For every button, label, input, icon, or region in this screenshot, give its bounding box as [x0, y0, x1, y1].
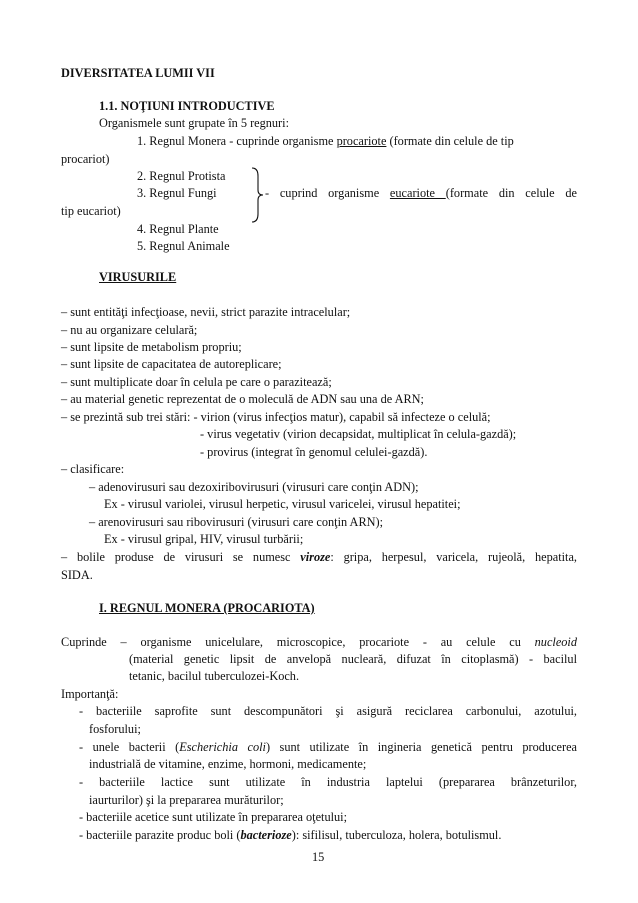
bacterioze-term: bacterioze	[240, 828, 292, 842]
virus-line-4: – sunt lipsite de capacitatea de autoreplicare;	[61, 357, 282, 371]
virus-line-7: – se prezintă sub trei stări: - virion (virus infecţios matur), capabil să infecteze o celulă;	[61, 410, 491, 424]
kingdom-monera-cont: procariot)	[61, 152, 110, 166]
importance-item-1-cont: fosforului;	[89, 722, 141, 736]
kingdom-monera-line: 1. Regnul Monera - cuprinde organisme procariote (formate din celule de tip	[137, 134, 514, 148]
kingdom-animale: 5. Regnul Animale	[137, 239, 230, 253]
virus-line-16: SIDA.	[61, 568, 93, 582]
monera-line-2: (material genetic lipsit de anvelopă nucleară, difuzat în citoplasmă) - bacilul	[129, 652, 577, 666]
monera-line-3: tetanic, bacilul tuberculozei-Koch.	[129, 669, 300, 683]
escherichia-term: Escherichia coli	[179, 740, 266, 754]
eukaryote-note-cont: tip eucariot)	[61, 204, 121, 218]
virus-line-10: – clasificare:	[61, 462, 125, 476]
virus-line-14: Ex - virusul gripal, HIV, virusul turbării;	[104, 532, 304, 546]
curly-brace-icon	[250, 166, 264, 224]
importance-item-4: - bacteriile acetice sunt utilizate în prepararea oţetului;	[79, 810, 348, 824]
nucleoid-term: nucleoid	[534, 635, 577, 649]
importance-item-2-cont: industrială de vitamine, enzime, hormoni, medicamente;	[89, 757, 367, 771]
intro-lead: Organismele sunt grupate în 5 regnuri:	[99, 116, 289, 130]
virus-line-1: – sunt entităţi infecţioase, nevii, strict parazite intracelular;	[61, 305, 351, 319]
virus-line-11: – adenovirusuri sau dezoxiribovirusuri (virusuri care conţin ADN);	[89, 480, 419, 494]
importance-item-3-cont: iaurturilor) şi la prepararea murăturilor;	[89, 793, 284, 807]
viroze-term: viroze	[300, 550, 331, 564]
importance-item-3: - bacteriile lactice sunt utilizate în industria laptelui (prepararea brânzeturilor,	[79, 775, 577, 789]
virus-line-15: – bolile produse de virusuri se numesc viroze: gripa, herpesul, varicela, rujeolă, hepatita,	[61, 550, 577, 564]
importance-item-5: - bacteriile parazite produc boli (bacterioze): sifilisul, tuberculoza, holera, botulismul.	[79, 828, 502, 842]
virus-line-13: – arenovirusuri sau ribovirusuri (virusuri care conţin ARN);	[89, 515, 384, 529]
kingdom-fungi: 3. Regnul Fungi	[137, 186, 217, 200]
section-heading-monera: I. REGNUL MONERA (PROCARIOTA)	[99, 601, 315, 615]
page-number: 15	[312, 850, 325, 864]
virus-line-5: – sunt multiplicate doar în celula pe care o parazitează;	[61, 375, 332, 389]
eukaryote-note: - cuprind organisme eucariote (formate din celule de	[265, 186, 577, 200]
eucariote-term: eucariote	[389, 186, 446, 200]
monera-line-1: Cuprinde – organisme unicelulare, microscopice, procariote - au celule cu nucleoid	[61, 635, 577, 649]
importance-label: Importanţă:	[61, 687, 119, 701]
virus-line-3: – sunt lipsite de metabolism propriu;	[61, 340, 242, 354]
virus-line-12: Ex - virusul variolei, virusul herpetic, virusul varicelei, virusul hepatitei;	[104, 497, 461, 511]
virus-line-8: - virus vegetativ (virion decapsidat, multiplicat în celula-gazdă);	[200, 427, 517, 441]
document-title: DIVERSITATEA LUMII VII	[61, 66, 215, 80]
virus-line-2: – nu au organizare celulară;	[61, 323, 198, 337]
virus-line-9: - provirus (integrat în genomul celulei-gazdă).	[200, 445, 428, 459]
section-heading-intro: 1.1. NOŢIUNI INTRODUCTIVE	[99, 99, 275, 113]
section-heading-viruses: VIRUSURILE	[99, 270, 177, 284]
procariote-term: procariote	[336, 134, 387, 148]
importance-item-1: - bacteriile saprofite sunt descompunători şi asigură reciclarea carbonului, azotului,	[79, 704, 577, 718]
virus-line-6: – au material genetic reprezentat de o moleculă de ADN sau una de ARN;	[61, 392, 424, 406]
kingdom-protista: 2. Regnul Protista	[137, 169, 226, 183]
importance-item-2: - unele bacterii (Escherichia coli) sunt utilizate în ingineria genetică pentru producerea	[79, 740, 578, 754]
kingdom-plante: 4. Regnul Plante	[137, 222, 219, 236]
